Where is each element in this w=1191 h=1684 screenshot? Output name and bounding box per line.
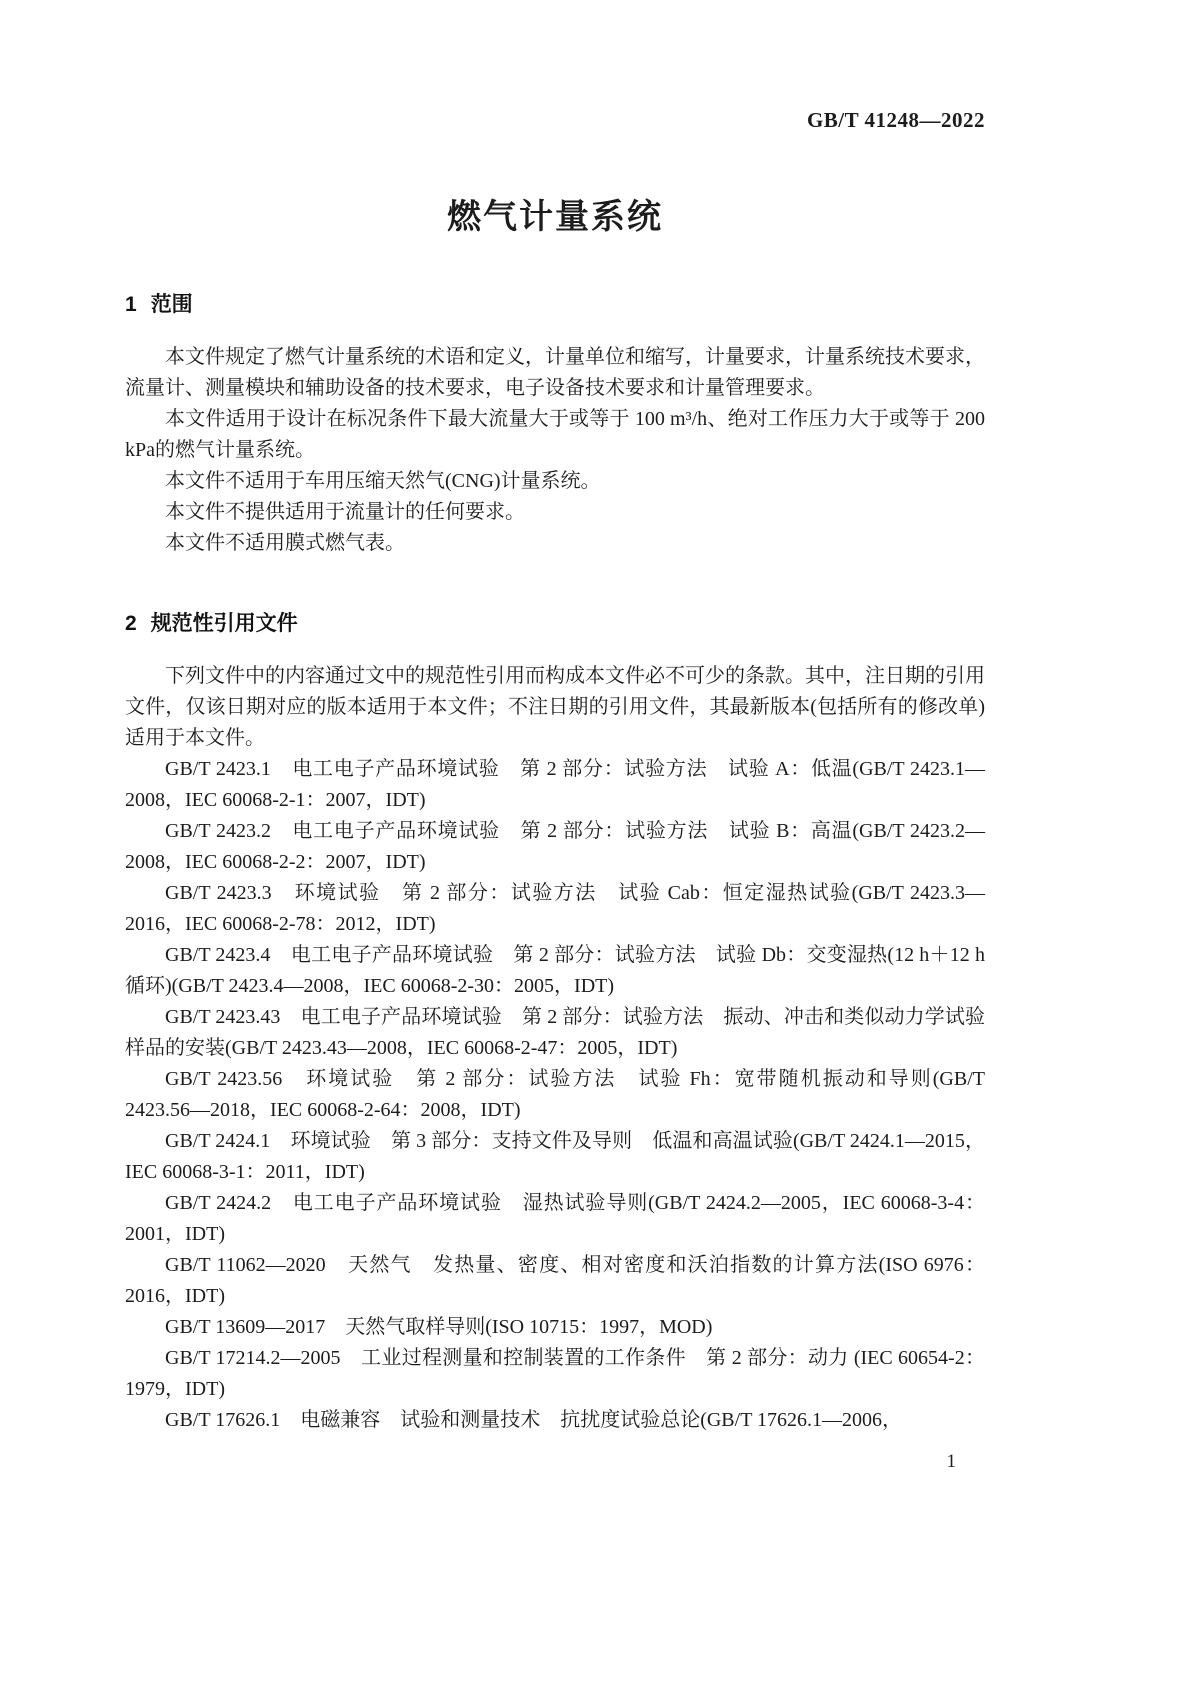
document-title: 燃气计量系统 bbox=[447, 198, 663, 236]
reference-item: GB/T 2423.43 电工电子产品环境试验 第 2 部分：试验方法 振动、冲击和类似动力学试验样品的安装(GB/T 2423.43—2008，IEC 60068-2-47：2005，IDT) bbox=[125, 1006, 985, 1059]
references-intro-paragraph: 下列文件中的内容通过文中的规范性引用而构成本文件必不可少的条款。其中，注日期的引用文件，仅该日期对应的版本适用于本文件；不注日期的引用文件，其最新版本(包括所有的修改单)适用于本文件。 bbox=[125, 665, 985, 749]
section-scope-heading bbox=[125, 290, 985, 320]
reference-item: GB/T 2423.3 环境试验 第 2 部分：试验方法 试验 Cab：恒定湿热试验(GB/T 2423.3—2016，IEC 60068-2-78：2012，IDT) bbox=[125, 882, 985, 935]
section-normative-references bbox=[125, 609, 985, 1436]
scope-paragraph: 本文件规定了燃气计量系统的术语和定义，计量单位和缩写，计量要求，计量系统技术要求，流量计、测量模块和辅助设备的技术要求，电子设备技术要求和计量管理要求。 bbox=[125, 346, 985, 399]
section-title: 范围 bbox=[150, 293, 193, 316]
scope-paragraph: 本文件适用于设计在标况条件下最大流量大于或等于 100 m³/h、绝对工作压力大于或等于 200 kPa的燃气计量系统。 bbox=[125, 408, 985, 461]
reference-item: GB/T 2423.2 电工电子产品环境试验 第 2 部分：试验方法 试验 B：高温(GB/T 2423.2—2008，IEC 60068-2-2：2007，IDT) bbox=[125, 820, 985, 873]
reference-item: GB/T 2424.2 电工电子产品环境试验 湿热试验导则(GB/T 2424.2—2005，IEC 60068-3-4：2001，IDT) bbox=[125, 1192, 985, 1245]
reference-item: GB/T 2423.4 电工电子产品环境试验 第 2 部分：试验方法 试验 Db：交变湿热(12 h＋12 h 循环)(GB/T 2423.4—2008，IEC 60068-2-30：2005，IDT) bbox=[125, 944, 985, 997]
reference-item: GB/T 2423.1 电工电子产品环境试验 第 2 部分：试验方法 试验 A：低温(GB/T 2423.1—2008，IEC 60068-2-1：2007，IDT) bbox=[125, 758, 985, 811]
section-number: 1 bbox=[125, 293, 137, 316]
section-number: 2 bbox=[125, 612, 137, 635]
reference-item: GB/T 11062—2020 天然气 发热量、密度、相对密度和沃泊指数的计算方法(ISO 6976：2016，IDT) bbox=[125, 1254, 985, 1307]
reference-item: GB/T 17626.1 电磁兼容 试验和测量技术 抗扰度试验总论(GB/T 17626.1—2006， bbox=[165, 1409, 903, 1431]
scope-paragraph: 本文件不适用膜式燃气表。 bbox=[165, 532, 405, 554]
scope-paragraph: 本文件不适用于车用压缩天然气(CNG)计量系统。 bbox=[165, 470, 601, 492]
doc-header bbox=[125, 106, 985, 134]
reference-item: GB/T 13609—2017 天然气取样导则(ISO 10715：1997，MOD) bbox=[165, 1316, 713, 1338]
reference-item: GB/T 2423.56 环境试验 第 2 部分：试验方法 试验 Fh：宽带随机振动和导则(GB/T 2423.56—2018，IEC 60068-2-64：2008，IDT) bbox=[125, 1068, 985, 1121]
section-normative-references-heading bbox=[125, 609, 985, 639]
section-scope bbox=[125, 290, 985, 559]
section-title: 规范性引用文件 bbox=[150, 612, 298, 635]
page-number: 1 bbox=[946, 1451, 956, 1472]
reference-item: GB/T 17214.2—2005 工业过程测量和控制装置的工作条件 第 2 部分：动力 (IEC 60654-2：1979，IDT) bbox=[125, 1347, 985, 1400]
reference-item: GB/T 2424.1 环境试验 第 3 部分：支持文件及导则 低温和高温试验(GB/T 2424.1—2015，IEC 60068-3-1：2011，IDT) bbox=[125, 1130, 985, 1183]
scope-paragraph: 本文件不提供适用于流量计的任何要求。 bbox=[165, 501, 525, 523]
standard-number: GB/T 41248—2022 bbox=[806, 108, 985, 132]
